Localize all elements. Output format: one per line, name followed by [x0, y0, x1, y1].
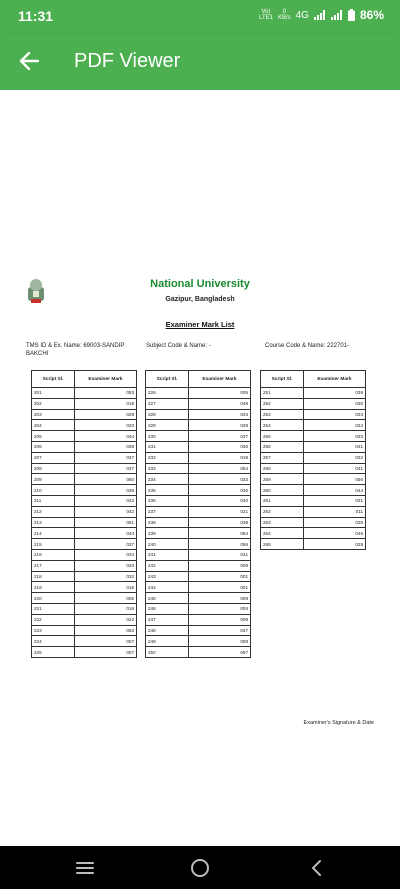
- table-row: [32, 474, 137, 485]
- script-sl-cell: 203: [32, 409, 75, 420]
- script-sl-cell: 244: [146, 582, 189, 593]
- examiner-mark-cell: 044: [75, 528, 137, 539]
- script-sl-cell: 229: [146, 420, 189, 431]
- examiner-mark-cell: 041: [304, 441, 366, 452]
- script-sl-cell: 233: [146, 463, 189, 474]
- examiner-mark-cell: 045: [304, 528, 366, 539]
- script-sl-cell: 241: [146, 549, 189, 560]
- table-row: [32, 539, 137, 550]
- examiner-mark-cell: 040: [189, 495, 251, 506]
- col-header-mark: Examiner Mark: [304, 371, 366, 388]
- tms-label: TMS ID & Ex. Name: 69003-SANDIP BAKCHI: [26, 343, 125, 357]
- app-title: PDF Viewer: [74, 50, 181, 72]
- table-row: [32, 647, 137, 658]
- examiner-mark-cell: 016: [75, 603, 137, 614]
- table-row: [146, 431, 251, 442]
- script-sl-cell: 240: [146, 539, 189, 550]
- table-row: [261, 452, 366, 463]
- examiner-mark-cell: 001: [189, 571, 251, 582]
- examiner-mark-cell: 033: [189, 474, 251, 485]
- subject-label: Subject Code & Name: -: [146, 343, 211, 349]
- table-row: [261, 539, 366, 550]
- examiner-mark-cell: 041: [189, 549, 251, 560]
- script-sl-cell: 257: [261, 452, 304, 463]
- table-row: [146, 409, 251, 420]
- col-header-script: Script Sl.: [146, 371, 189, 388]
- table-row: [146, 571, 251, 582]
- examiner-mark-cell: 054: [189, 528, 251, 539]
- examiner-mark-cell: 051: [75, 517, 137, 528]
- examiner-mark-cell: 056: [189, 539, 251, 550]
- examiner-mark-cell: 047: [189, 625, 251, 636]
- volte-top: Vo): [261, 9, 271, 15]
- examiner-mark-cell: 029: [304, 539, 366, 550]
- examiner-mark-cell: 005: [75, 593, 137, 604]
- examiner-mark-cell: 057: [189, 647, 251, 658]
- script-sl-cell: 222: [32, 614, 75, 625]
- script-sl-cell: 261: [261, 495, 304, 506]
- script-sl-cell: 252: [261, 398, 304, 409]
- script-sl-cell: 249: [146, 636, 189, 647]
- table-row: [146, 398, 251, 409]
- mark-table-1: [31, 370, 137, 658]
- table-row: [146, 463, 251, 474]
- table-row: [32, 485, 137, 496]
- script-sl-cell: 208: [32, 463, 75, 474]
- table-row: [32, 625, 137, 636]
- script-sl-cell: 237: [146, 506, 189, 517]
- mark-table-2: [145, 370, 251, 658]
- examiner-mark-cell: 005: [189, 388, 251, 399]
- examiner-mark-cell: 032: [75, 571, 137, 582]
- table-row: [32, 549, 137, 560]
- script-sl-cell: 255: [261, 431, 304, 442]
- examiner-mark-cell: 043: [75, 495, 137, 506]
- script-sl-cell: 247: [146, 614, 189, 625]
- script-sl-cell: 225: [32, 647, 75, 658]
- table-row: [146, 517, 251, 528]
- volte-indicator: [259, 9, 273, 21]
- status-time: 11:31: [18, 8, 54, 24]
- examiner-mark-cell: 030: [189, 441, 251, 452]
- script-sl-cell: 216: [32, 549, 75, 560]
- script-sl-cell: 230: [146, 431, 189, 442]
- examiner-mark-cell: 041: [304, 463, 366, 474]
- script-sl-cell: 220: [32, 593, 75, 604]
- examiner-mark-cell: 008: [189, 636, 251, 647]
- table-row: [261, 474, 366, 485]
- examiner-mark-cell: 034: [75, 549, 137, 560]
- examiner-mark-cell: 029: [189, 420, 251, 431]
- script-sl-cell: 226: [146, 388, 189, 399]
- examiner-mark-cell: 049: [189, 398, 251, 409]
- script-sl-cell: 209: [32, 474, 75, 485]
- examiner-mark-cell: 009: [189, 614, 251, 625]
- table-row: [261, 431, 366, 442]
- examiner-mark-cell: 060: [75, 474, 137, 485]
- table-row: [32, 517, 137, 528]
- table-row: [32, 452, 137, 463]
- script-sl-cell: 254: [261, 420, 304, 431]
- script-sl-cell: 214: [32, 528, 75, 539]
- recents-button[interactable]: [71, 854, 99, 882]
- course-label: Course Code & Name: 222701-: [265, 343, 350, 349]
- script-sl-cell: 264: [261, 528, 304, 539]
- volte-bottom: LTE1: [259, 15, 273, 21]
- col-header-script: Script Sl.: [32, 371, 75, 388]
- examiner-mark-cell: 044: [304, 485, 366, 496]
- script-sl-cell: 245: [146, 593, 189, 604]
- examiner-mark-cell: 019: [75, 398, 137, 409]
- battery-icon: [348, 9, 355, 21]
- navigation-bar: [0, 846, 400, 889]
- script-sl-cell: 242: [146, 560, 189, 571]
- examiner-mark-cell: 011: [304, 506, 366, 517]
- table-row: [32, 495, 137, 506]
- data-speed-value: 0: [282, 9, 286, 15]
- table-row: [146, 441, 251, 452]
- script-sl-cell: 228: [146, 409, 189, 420]
- examiner-mark-cell: 039: [189, 517, 251, 528]
- script-sl-cell: 210: [32, 485, 75, 496]
- script-sl-cell: 207: [32, 452, 75, 463]
- script-sl-cell: 265: [261, 539, 304, 550]
- examiner-mark-cell: 004: [189, 603, 251, 614]
- table-row: [32, 463, 137, 474]
- back-button[interactable]: [10, 42, 48, 80]
- table-row: [32, 431, 137, 442]
- examiner-mark-cell: 053: [75, 388, 137, 399]
- document-title: Examiner Mark List: [165, 320, 235, 329]
- mark-table-3: [260, 370, 366, 550]
- app-bar: [0, 33, 400, 90]
- table-row: [146, 625, 251, 636]
- table-row: [32, 560, 137, 571]
- examiner-mark-cell: 044: [75, 431, 137, 442]
- table-row: [261, 495, 366, 506]
- script-sl-cell: 205: [32, 431, 75, 442]
- signature-label: Examiner's Signature & Date: [303, 720, 374, 726]
- examiner-mark-cell: 036: [75, 485, 137, 496]
- script-sl-cell: 253: [261, 409, 304, 420]
- examiner-mark-cell: 037: [75, 463, 137, 474]
- table-row: [261, 388, 366, 399]
- table-row: [32, 388, 137, 399]
- table-row: [32, 593, 137, 604]
- examiner-mark-cell: 037: [75, 452, 137, 463]
- table-row: [32, 420, 137, 431]
- script-sl-cell: 224: [32, 636, 75, 647]
- data-speed-unit: KB/s: [277, 15, 291, 21]
- table-row: [146, 420, 251, 431]
- script-sl-cell: 202: [32, 398, 75, 409]
- script-sl-cell: 217: [32, 560, 75, 571]
- examiner-mark-cell: 032: [304, 452, 366, 463]
- script-sl-cell: 219: [32, 582, 75, 593]
- examiner-mark-cell: 039: [304, 388, 366, 399]
- nav-back-button[interactable]: [302, 854, 330, 882]
- examiner-mark-cell: 019: [189, 452, 251, 463]
- script-sl-cell: 215: [32, 539, 75, 550]
- examiner-mark-cell: 009: [189, 593, 251, 604]
- table-row: [32, 603, 137, 614]
- col-header-mark: Examiner Mark: [189, 371, 251, 388]
- examiner-mark-cell: 033: [304, 431, 366, 442]
- recents-icon: [75, 860, 95, 876]
- examiner-mark-cell: 042: [75, 506, 137, 517]
- col-header-script: Script Sl.: [261, 371, 304, 388]
- table-row: [261, 506, 366, 517]
- table-row: [32, 441, 137, 452]
- script-sl-cell: 231: [146, 441, 189, 452]
- table-row: [32, 614, 137, 625]
- script-sl-cell: 236: [146, 495, 189, 506]
- home-button[interactable]: [186, 854, 214, 882]
- table-row: [261, 441, 366, 452]
- table-row: [146, 495, 251, 506]
- table-row: [146, 452, 251, 463]
- table-row: [261, 485, 366, 496]
- table-row: [261, 409, 366, 420]
- examiner-mark-cell: 037: [75, 539, 137, 550]
- script-sl-cell: 212: [32, 506, 75, 517]
- script-sl-cell: 234: [146, 474, 189, 485]
- script-sl-cell: 201: [32, 388, 75, 399]
- script-sl-cell: 248: [146, 625, 189, 636]
- table-row: [146, 603, 251, 614]
- script-sl-cell: 232: [146, 452, 189, 463]
- script-sl-cell: 243: [146, 571, 189, 582]
- table-row: [146, 636, 251, 647]
- table-row: [261, 463, 366, 474]
- table-row: [146, 474, 251, 485]
- examiner-mark-cell: 034: [304, 420, 366, 431]
- examiner-mark-cell: 021: [189, 506, 251, 517]
- examiner-mark-cell: 026: [304, 517, 366, 528]
- signal-icon-2: [331, 10, 343, 20]
- table-row: [146, 560, 251, 571]
- university-name: National University: [150, 278, 250, 290]
- script-sl-cell: 211: [32, 495, 75, 506]
- table-row: [146, 549, 251, 560]
- table-row: [146, 593, 251, 604]
- examiner-mark-cell: 056: [304, 474, 366, 485]
- table-row: [146, 506, 251, 517]
- table-row: [32, 582, 137, 593]
- table-row: [261, 398, 366, 409]
- examiner-mark-cell: 054: [189, 463, 251, 474]
- table-row: [32, 636, 137, 647]
- examiner-mark-cell: 029: [75, 409, 137, 420]
- script-sl-cell: 256: [261, 441, 304, 452]
- examiner-mark-cell: 030: [304, 398, 366, 409]
- examiner-mark-cell: 030: [189, 485, 251, 496]
- script-sl-cell: 246: [146, 603, 189, 614]
- script-sl-cell: 221: [32, 603, 75, 614]
- script-sl-cell: 263: [261, 517, 304, 528]
- examiner-mark-cell: 062: [75, 625, 137, 636]
- script-sl-cell: 251: [261, 388, 304, 399]
- examiner-mark-cell: 022: [75, 614, 137, 625]
- script-sl-cell: 223: [32, 625, 75, 636]
- table-row: [146, 647, 251, 658]
- signal-icon: [314, 10, 326, 20]
- script-sl-cell: 239: [146, 528, 189, 539]
- script-sl-cell: 260: [261, 485, 304, 496]
- script-sl-cell: 227: [146, 398, 189, 409]
- examiner-mark-cell: 037: [189, 431, 251, 442]
- table-row: [261, 517, 366, 528]
- network-type: 4G: [295, 9, 309, 21]
- table-row: [32, 398, 137, 409]
- examiner-mark-cell: 001: [189, 582, 251, 593]
- examiner-mark-cell: 007: [75, 647, 137, 658]
- nav-back-icon: [309, 858, 323, 878]
- examiner-mark-cell: 007: [75, 636, 137, 647]
- table-row: [261, 420, 366, 431]
- pdf-page[interactable]: [0, 90, 400, 846]
- script-sl-cell: 204: [32, 420, 75, 431]
- university-location: Gazipur, Bangladesh: [165, 296, 235, 303]
- examiner-mark-cell: 033: [75, 420, 137, 431]
- table-row: [261, 528, 366, 539]
- examiner-mark-cell: 009: [189, 560, 251, 571]
- battery-percent: 86%: [359, 8, 384, 22]
- script-sl-cell: 250: [146, 647, 189, 658]
- table-row: [32, 571, 137, 582]
- examiner-mark-cell: 034: [304, 409, 366, 420]
- table-row: [146, 539, 251, 550]
- examiner-mark-cell: 015: [75, 582, 137, 593]
- script-sl-cell: 259: [261, 474, 304, 485]
- examiner-mark-cell: 033: [75, 560, 137, 571]
- examiner-mark-cell: 043: [189, 409, 251, 420]
- script-sl-cell: 238: [146, 517, 189, 528]
- table-row: [146, 528, 251, 539]
- table-row: [32, 409, 137, 420]
- table-row: [146, 614, 251, 625]
- status-icons: [259, 8, 384, 22]
- script-sl-cell: 235: [146, 485, 189, 496]
- table-row: [146, 582, 251, 593]
- table-row: [32, 528, 137, 539]
- table-row: [146, 485, 251, 496]
- script-sl-cell: 262: [261, 506, 304, 517]
- script-sl-cell: 206: [32, 441, 75, 452]
- table-row: [146, 388, 251, 399]
- script-sl-cell: 213: [32, 517, 75, 528]
- table-row: [32, 506, 137, 517]
- examiner-mark-cell: 021: [304, 495, 366, 506]
- col-header-mark: Examiner Mark: [75, 371, 137, 388]
- status-bar: [0, 0, 400, 33]
- data-speed-indicator: [278, 9, 291, 21]
- script-sl-cell: 258: [261, 463, 304, 474]
- arrow-back-icon: [19, 52, 39, 70]
- home-icon: [189, 857, 211, 879]
- script-sl-cell: 218: [32, 571, 75, 582]
- examiner-mark-cell: 038: [75, 441, 137, 452]
